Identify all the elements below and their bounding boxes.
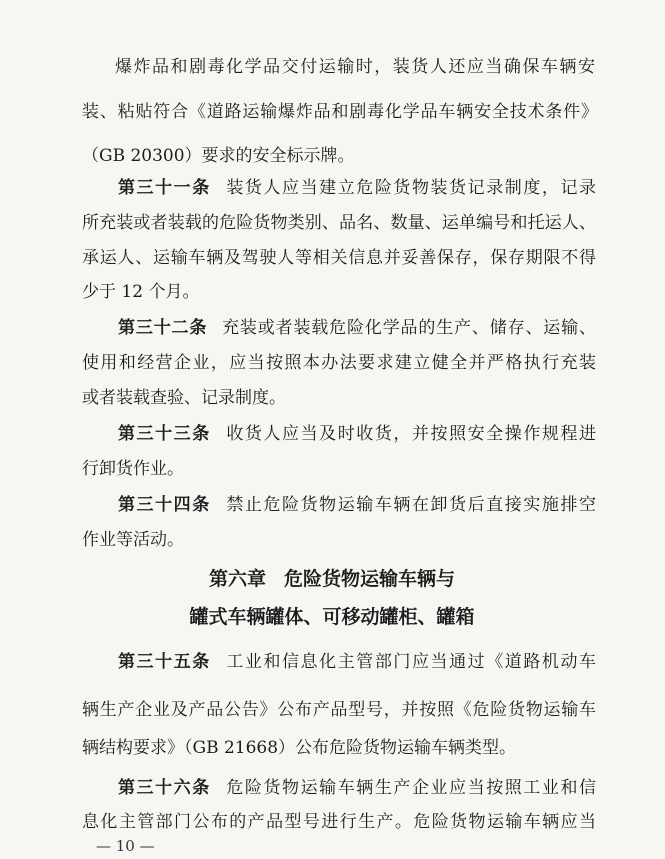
article-32-line <box>118 318 596 338</box>
article-text: 危险货物运输车辆生产企业应当按照工业和信 <box>224 778 597 798</box>
article-number: 第三十四条 <box>118 495 211 515</box>
article-text: 装货人应当建立危险货物装货记录制度，记录 <box>224 178 597 198</box>
paragraph-line: 所充装或者装载的危险货物类别、品名、数量、运单编号和托运人、 <box>82 213 596 233</box>
article-34-line <box>118 495 596 515</box>
paragraph-line: （GB 20300）要求的安全标示牌。 <box>82 146 355 166</box>
chapter-title: 危险货物运输车辆与 <box>284 568 456 590</box>
paragraph-line: 装、粘贴符合《道路运输爆炸品和剧毒化学品车辆安全技术条件》 <box>82 102 598 122</box>
paragraph-line: 息化主管部门公布的产品型号进行生产。危险货物运输车辆应当 <box>82 812 596 832</box>
paragraph-line: 辆结构要求》（GB 21668）公布危险货物运输车辆类型。 <box>82 738 517 758</box>
article-number: 第三十一条 <box>118 178 211 198</box>
article-text: 工业和信息化主管部门应当通过《道路机动车 <box>224 652 597 672</box>
paragraph-line: 或者装载查验、记录制度。 <box>82 388 286 408</box>
paragraph-line: 辆生产企业及产品公告》公布产品型号，并按照《危险货物运输车 <box>82 700 596 720</box>
article-text: 充装或者装载危险化学品的生产、储存、运输、 <box>221 318 597 338</box>
paragraph-line: 少于 12 个月。 <box>82 282 200 302</box>
article-text: 禁止危险货物运输车辆在卸货后直接实施排空 <box>224 495 597 515</box>
paragraph-line: 承运人、运输车辆及驾驶人等相关信息并妥善保存，保存期限不得 <box>82 248 596 268</box>
chapter-heading-line-1 <box>82 568 582 590</box>
article-31-line <box>118 178 596 198</box>
paragraph-line: 爆炸品和剧毒化学品交付运输时，装货人还应当确保车辆安 <box>115 57 595 77</box>
page-number: — 10 — <box>96 837 155 855</box>
article-number: 第三十二条 <box>118 318 208 338</box>
article-35-line <box>118 652 596 672</box>
chapter-heading-line-2: 罐式车辆罐体、可移动罐柜、罐箱 <box>189 606 475 628</box>
article-number: 第三十六条 <box>118 778 211 798</box>
chapter-number: 第六章 <box>208 568 266 590</box>
article-33-line <box>118 424 596 444</box>
paragraph-line: 行卸货作业。 <box>82 459 184 479</box>
article-number: 第三十三条 <box>118 424 211 444</box>
paragraph-line: 使用和经营企业，应当按照本办法要求建立健全并严格执行充装 <box>82 353 596 373</box>
article-36-line <box>118 778 596 798</box>
paragraph-line: 作业等活动。 <box>82 530 184 550</box>
article-number: 第三十五条 <box>118 652 211 672</box>
article-text: 收货人应当及时收货，并按照安全操作规程进 <box>224 424 597 444</box>
